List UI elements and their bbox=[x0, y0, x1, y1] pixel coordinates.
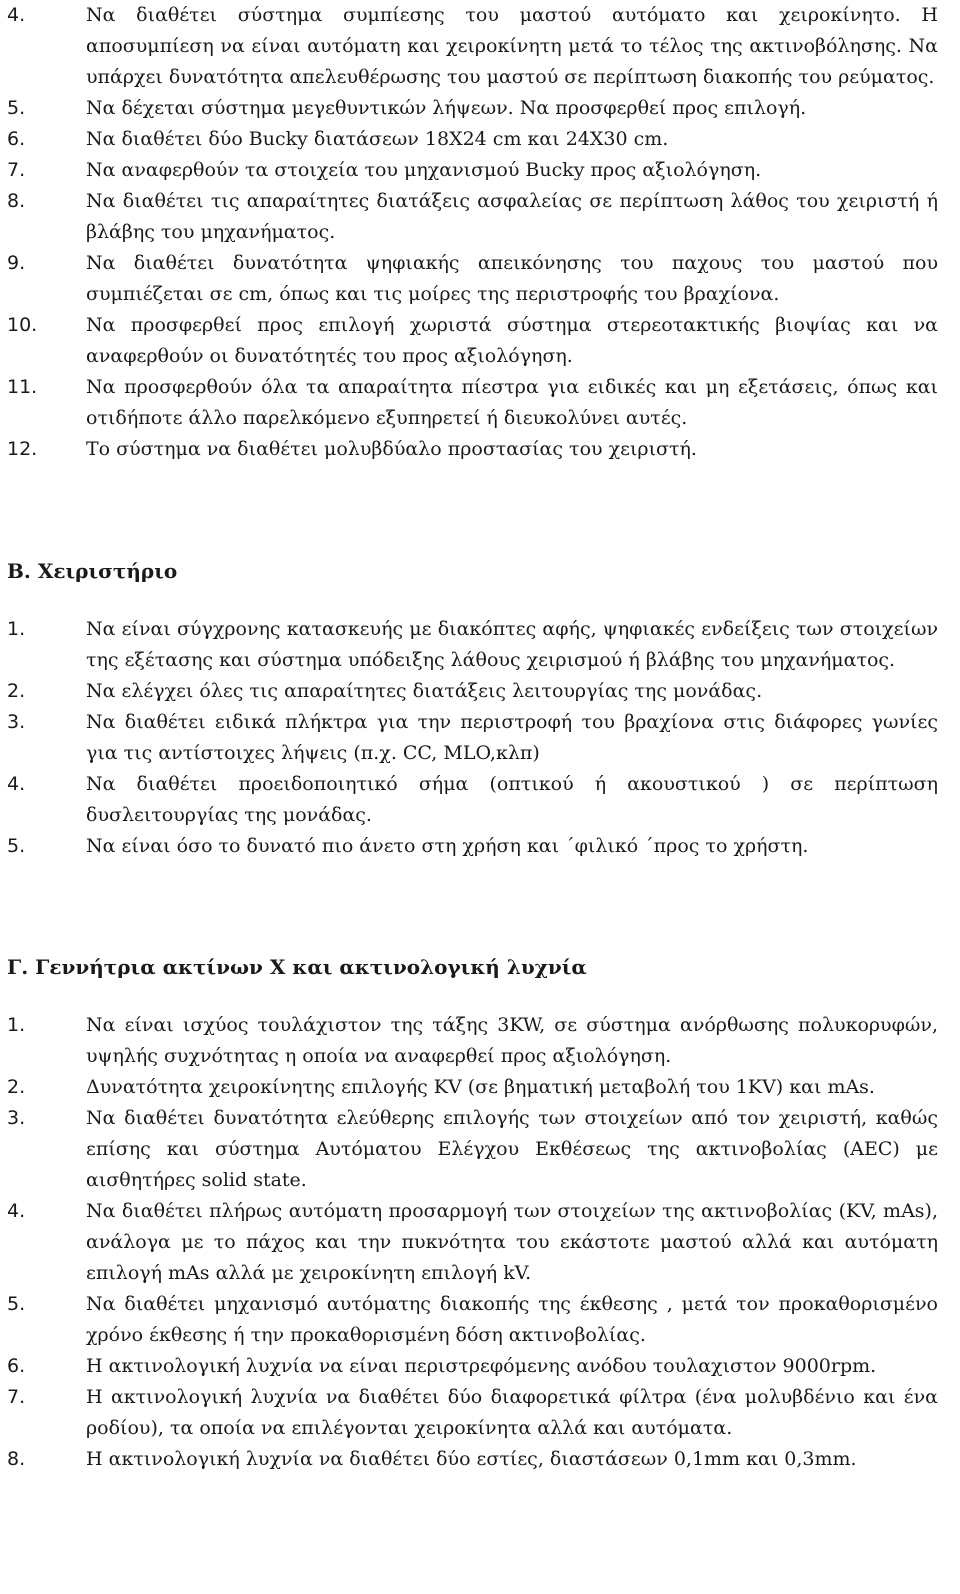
item-number: 6. bbox=[7, 128, 26, 150]
list-item bbox=[0, 1072, 960, 1103]
item-number: 12. bbox=[7, 438, 38, 460]
item-number: 11. bbox=[7, 376, 38, 398]
item-number: 10. bbox=[7, 314, 38, 336]
item-text: Το σύστημα να διαθέτει μολυβδύαλο προστασίας του χειριστή. bbox=[86, 438, 697, 460]
item-number: 3. bbox=[7, 711, 26, 733]
list-item bbox=[0, 93, 960, 124]
list-item bbox=[0, 1103, 960, 1196]
list-item bbox=[0, 310, 960, 372]
item-number: 8. bbox=[7, 190, 26, 212]
item-number: 3. bbox=[7, 1107, 26, 1129]
item-text: Να είναι σύγχρονης κατασκευής με διακόπτες αφής, ψηφιακές ενδείξεις των στοιχείων της εξέτασης και σύστημα υπόδειξης λάθους χειρισμού ή βλάβης του μηχανήματος. bbox=[86, 618, 938, 671]
item-text: Δυνατότητα χειροκίνητης επιλογής KV (σε βηματική μεταβολή του 1KV) και mAs. bbox=[86, 1076, 875, 1098]
list-item bbox=[0, 707, 960, 769]
list-item bbox=[0, 1196, 960, 1289]
section-b-heading: Β. Χειριστήριο bbox=[7, 559, 178, 583]
list-item bbox=[0, 1351, 960, 1382]
item-number: 7. bbox=[7, 159, 26, 181]
section-c-heading: Γ. Γεννήτρια ακτίνων Χ και ακτινολογική λυχνία bbox=[7, 955, 587, 979]
list-item bbox=[0, 248, 960, 310]
item-text: Να είναι ισχύος τουλάχιστον της τάξης 3KW, σε σύστημα ανόρθωσης πολυκορυφών, υψηλής συχνότητας η οποία να αναφερθεί προς αξιολόγηση. bbox=[86, 1014, 938, 1067]
list-item bbox=[0, 831, 960, 862]
item-text: Να διαθέτει μηχανισμό αυτόματης διακοπής της έκθεσης , μετά τον προκαθορισμένο χρόνο έκθεσης ή την προκαθορισμένη δόση ακτινοβολίας. bbox=[86, 1293, 938, 1346]
item-text: Να ελέγχει όλες τις απαραίτητες διατάξεις λειτουργίας της μονάδας. bbox=[86, 680, 763, 702]
item-text: Η ακτινολογική λυχνία να διαθέτει δύο εστίες, διαστάσεων 0,1mm και 0,3mm. bbox=[86, 1448, 857, 1470]
item-text: Να διαθέτει δύο Bucky διατάσεων 18Χ24 cm και 24Χ30 cm. bbox=[86, 128, 669, 150]
list-item bbox=[0, 1010, 960, 1072]
item-text: Να αναφερθούν τα στοιχεία του μηχανισμού Bucky προς αξιολόγηση. bbox=[86, 159, 762, 181]
list-item bbox=[0, 1289, 960, 1351]
item-text: Να είναι όσο το δυνατό πιο άνετο στη χρήση και ΄φιλικό ΄προς το χρήστη. bbox=[86, 835, 809, 857]
item-text: Να διαθέτει πλήρως αυτόματη προσαρμογή των στοιχείων της ακτινοβολίας (KV, mAs), ανάλογα με το πάχος και την πυκνότητα του εκάστοτε μαστού αλλά και αυτόματη επιλογή mAs αλλά με χειροκίνητη επιλογή kV. bbox=[86, 1200, 938, 1284]
list-item bbox=[0, 434, 960, 465]
item-text: Να διαθέτει δυνατότητα ελεύθερης επιλογής των στοιχείων από τον χειριστή, καθώς επίσης και σύστημα Αυτόματου Ελέγχου Εκθέσεως της ακτινοβολίας (AEC) με αισθητήρες solid state. bbox=[86, 1107, 938, 1191]
item-number: 4. bbox=[7, 4, 26, 26]
item-text: Η ακτινολογική λυχνία να διαθέτει δύο διαφορετικά φίλτρα (ένα μολυβδένιο και ένα ροδίου), τα οποία να επιλέγονται χειροκίνητα αλλά και αυτόματα. bbox=[86, 1386, 938, 1439]
list-item bbox=[0, 0, 960, 93]
item-number: 1. bbox=[7, 618, 26, 640]
item-text: Να διαθέτει σύστημα συμπίεσης του μαστού αυτόματο και χειροκίνητο. Η αποσυμπίεση να είναι αυτόματη και χειροκίνητη μετά το τέλος της ακτινοβόλησης. Να υπάρχει δυνατότητα απελευθέρωσης του μαστού σε περίπτωση διακοπής του ρεύματος. bbox=[86, 4, 938, 88]
list-item bbox=[0, 614, 960, 676]
item-number: 8. bbox=[7, 1448, 26, 1470]
item-number: 2. bbox=[7, 1076, 26, 1098]
item-text: Να διαθέτει τις απαραίτητες διατάξεις ασφαλείας σε περίπτωση λάθος του χειριστή ή βλάβης του μηχανήματος. bbox=[86, 190, 938, 243]
list-item bbox=[0, 769, 960, 831]
item-text: Να δέχεται σύστημα μεγεθυντικών λήψεων. Να προσφερθεί προς επιλογή. bbox=[86, 97, 807, 119]
item-number: 2. bbox=[7, 680, 26, 702]
item-text: Να διαθέτει προειδοποιητικό σήμα (οπτικού ή ακουστικού ) σε περίπτωση δυσλειτουργίας της μονάδας. bbox=[86, 773, 938, 826]
item-text: Η ακτινολογική λυχνία να είναι περιστρεφόμενης ανόδου τουλαχιστον 9000rpm. bbox=[86, 1355, 877, 1377]
item-number: 4. bbox=[7, 1200, 26, 1222]
list-item bbox=[0, 186, 960, 248]
list-item bbox=[0, 1444, 960, 1475]
item-text: Να διαθέτει δυνατότητα ψηφιακής απεικόνησης του παχους του μαστού που συμπιέζεται σε cm, όπως και τις μοίρες της περιστροφής του βραχίονα. bbox=[86, 252, 938, 305]
list-item bbox=[0, 676, 960, 707]
item-number: 5. bbox=[7, 97, 26, 119]
section-b-list bbox=[0, 614, 960, 862]
item-number: 5. bbox=[7, 835, 26, 857]
item-text: Να διαθέτει ειδικά πλήκτρα για την περιστροφή του βραχίονα στις διάφορες γωνίες για τις αντίστοιχες λήψεις (π.χ. CC, MLO,κλπ) bbox=[86, 711, 938, 764]
item-number: 9. bbox=[7, 252, 26, 274]
section-c-list bbox=[0, 1010, 960, 1475]
item-number: 6. bbox=[7, 1355, 26, 1377]
item-number: 4. bbox=[7, 773, 26, 795]
section-a-list bbox=[0, 0, 960, 465]
list-item bbox=[0, 155, 960, 186]
item-text: Να προσφερθούν όλα τα απαραίτητα πίεστρα για ειδικές και μη εξετάσεις, όπως και οτιδήποτε άλλο παρελκόμενο εξυπηρετεί ή διευκολύνει αυτές. bbox=[86, 376, 938, 429]
item-number: 7. bbox=[7, 1386, 26, 1408]
list-item bbox=[0, 1382, 960, 1444]
item-text: Να προσφερθεί προς επιλογή χωριστά σύστημα στερεοτακτικής βιοψίας και να αναφερθούν οι δυνατότητές του προς αξιολόγηση. bbox=[86, 314, 938, 367]
list-item bbox=[0, 124, 960, 155]
item-number: 5. bbox=[7, 1293, 26, 1315]
list-item bbox=[0, 372, 960, 434]
item-number: 1. bbox=[7, 1014, 26, 1036]
